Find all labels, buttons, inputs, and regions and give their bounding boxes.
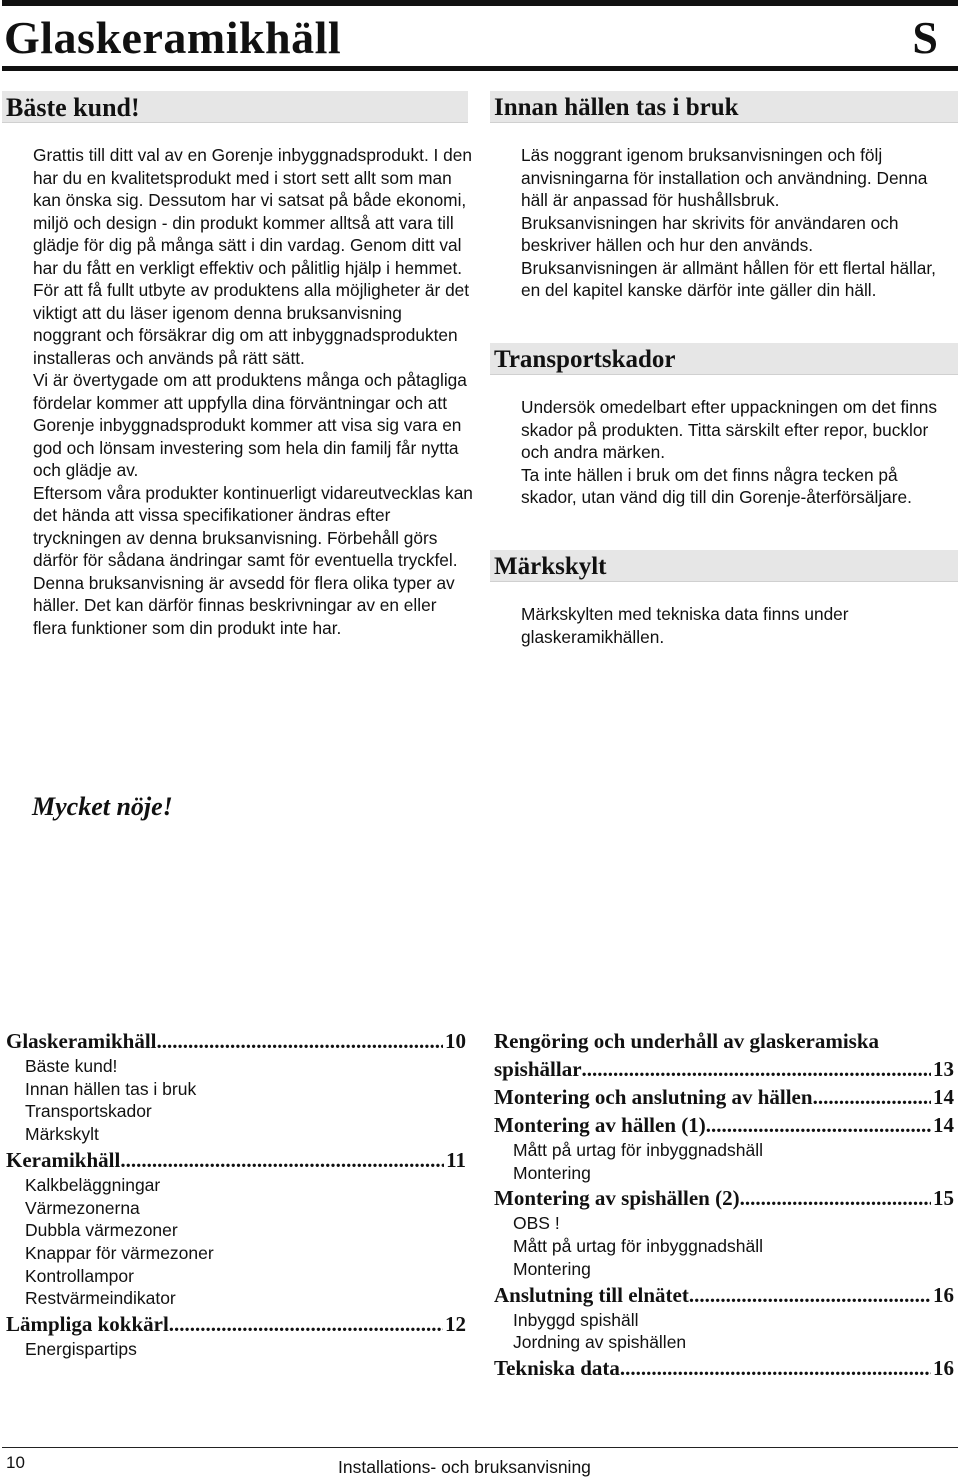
toc-subentry[interactable]: Restvärmeindikator [25,1288,176,1309]
toc-subentry[interactable]: Värmezonerna [25,1197,140,1218]
closing-phrase: Mycket nöje! [32,792,173,821]
paragraph: Märkskylten med tekniska data finns under glaskeramikhällen. [521,604,849,647]
welcome-text [33,144,473,639]
toc-page: 16 [933,1282,954,1307]
toc-entry[interactable] [494,1354,954,1382]
before-use-text [521,144,957,302]
section-heading-transport-damage: Transportskador [490,343,958,375]
toc-subentry[interactable]: Mått på urtag för inbyggnadshäll [513,1140,764,1160]
title-rule [2,66,958,71]
footer-page-number: 10 [6,1453,25,1472]
toc-entry[interactable] [6,1146,466,1174]
toc-subentry[interactable]: Bäste kund! [25,1056,118,1076]
language-marker: S [912,12,938,63]
toc-page: 12 [445,1312,466,1337]
toc-title: Montering av hällen (1) [494,1113,706,1137]
section-heading-dear-customer: Bäste kund! [2,91,468,123]
toc-subentry[interactable]: Knappar för värmezoner [25,1242,214,1263]
paragraph: Bruksanvisningen är allmänt hållen för ett flertal hällar, en del kapitel kanske därför inte gäller din häll. [521,257,936,300]
toc-entry[interactable] [494,1055,954,1083]
paragraph: Denna bruksanvisning är avsedd för flera olika typer av häller. Det kan därför finnas beskrivningar av en eller flera funktioner som din produkt inte har. [33,572,455,638]
toc-subentry[interactable]: Kontrollampor [25,1265,134,1286]
toc-page: 16 [933,1355,954,1380]
toc-title: Anslutning till elnätet [494,1282,689,1307]
toc-entry[interactable] [494,1083,954,1111]
toc-page: 11 [446,1147,466,1172]
toc-subentry[interactable]: Mått på urtag för inbyggnadshäll [513,1236,764,1257]
paragraph: Bruksanvisningen har skrivits för användaren och beskriver hällen och hur den används. [521,212,899,255]
footer-rule [2,1447,958,1448]
toc-title: Montering av spishällen (2) [494,1186,740,1211]
paragraph: Undersök omedelbart efter uppackningen om det finns skador på produkten. Titta särskilt efter repor, bucklor och andra märken. [521,397,937,462]
toc-title: spishällar [494,1057,582,1081]
paragraph: Läs noggrant igenom bruksanvisningen och följ anvisningarna för installation och användning. Denna häll är anpassad för hushållsbruk. [521,145,928,210]
toc-entry-line1[interactable]: Rengöring och underhåll av glaskeramiska [494,1029,880,1053]
section-heading-before-use: Innan hällen tas i bruk [490,91,958,123]
toc-subentry[interactable]: Energispartips [25,1339,137,1360]
toc-page: 13 [933,1057,954,1081]
toc-title: Keramikhäll [6,1147,121,1172]
toc-page: 14 [933,1085,954,1109]
toc-title: Montering och anslutning av hällen [494,1085,813,1109]
toc-subentry[interactable]: Montering [513,1162,591,1183]
toc-subentry[interactable]: Märkskylt [25,1124,99,1145]
toc-subentry[interactable]: Montering [513,1258,591,1279]
toc-entry[interactable] [6,1027,466,1055]
toc-entry[interactable] [494,1184,954,1212]
page-title: Glaskeramikhäll [4,12,342,63]
toc-title: Lämpliga kokkärl [6,1312,169,1337]
toc-right [494,1027,954,1382]
top-rule [2,0,958,6]
toc-subentry[interactable]: Dubbla värmezoner [25,1220,178,1241]
toc-title: Tekniska data [494,1355,620,1380]
toc-left [6,1027,466,1361]
toc-entry[interactable] [494,1281,954,1309]
toc-page: 15 [933,1186,954,1211]
rating-plate-text [521,603,957,648]
toc-subentry[interactable]: Inbyggd spishäll [513,1309,639,1330]
paragraph: Ta inte hällen i bruk om det finns några tecken på skador, utan vänd dig till din Gorenje-återförsäljare. [521,464,912,507]
paragraph: För att få fullt utbyte av produktens alla möjligheter är det viktigt att du läser igenom denna bruksanvisning noggrant och försäkrar dig om att inbyggnadsprodukten installeras och används på rätt sätt. [33,280,470,368]
section-heading-rating-plate: Märkskylt [490,550,958,582]
toc-subentry[interactable]: Kalkbeläggningar [25,1174,161,1195]
toc-entry[interactable] [6,1310,466,1338]
toc-title: Glaskeramikhäll [6,1029,157,1053]
toc-subentry[interactable]: Jordning av spishällen [513,1332,687,1353]
toc-subentry[interactable]: OBS ! [513,1213,560,1234]
toc-subentry[interactable]: Transportskador [25,1101,152,1122]
transport-damage-text [521,396,957,509]
footer-text: Installations- och bruksanvisning [338,1457,591,1477]
paragraph: Grattis till ditt val av en Gorenje inbyggnadsprodukt. I den har du en kvalitetsprodukt med i stort sett allt som man kan önska sig. Dessutom har vi satsat på både ekonomi, miljö och design - din produkt kommer alltså att vara till glädje för dig på många sätt i din vardag. Genom ditt val har du fått en verkligt effektiv och pålitlig hjälp i hemmet. [33,145,472,278]
toc-page: 10 [445,1029,466,1053]
paragraph: Vi är övertygade om att produktens många och påtagliga fördelar kommer att uppfylla dina förväntningar och att Gorenje inbyggnadsprodukt kommer att visa sig vara en god och lönsam investering som hela din familj får nytta och glädje av. [33,370,467,480]
toc-page: 14 [933,1113,954,1137]
paragraph: Eftersom våra produkter kontinuerligt vidareutvecklas kan det hända att vissa specifikationer ändras efter tryckningen av denna bruksanvisning. Förbehåll görs därför för sådana ändringar samt för eventuella tryckfel. [33,482,473,570]
toc-entry[interactable] [494,1111,954,1139]
toc-subentry[interactable]: Innan hällen tas i bruk [25,1078,197,1099]
